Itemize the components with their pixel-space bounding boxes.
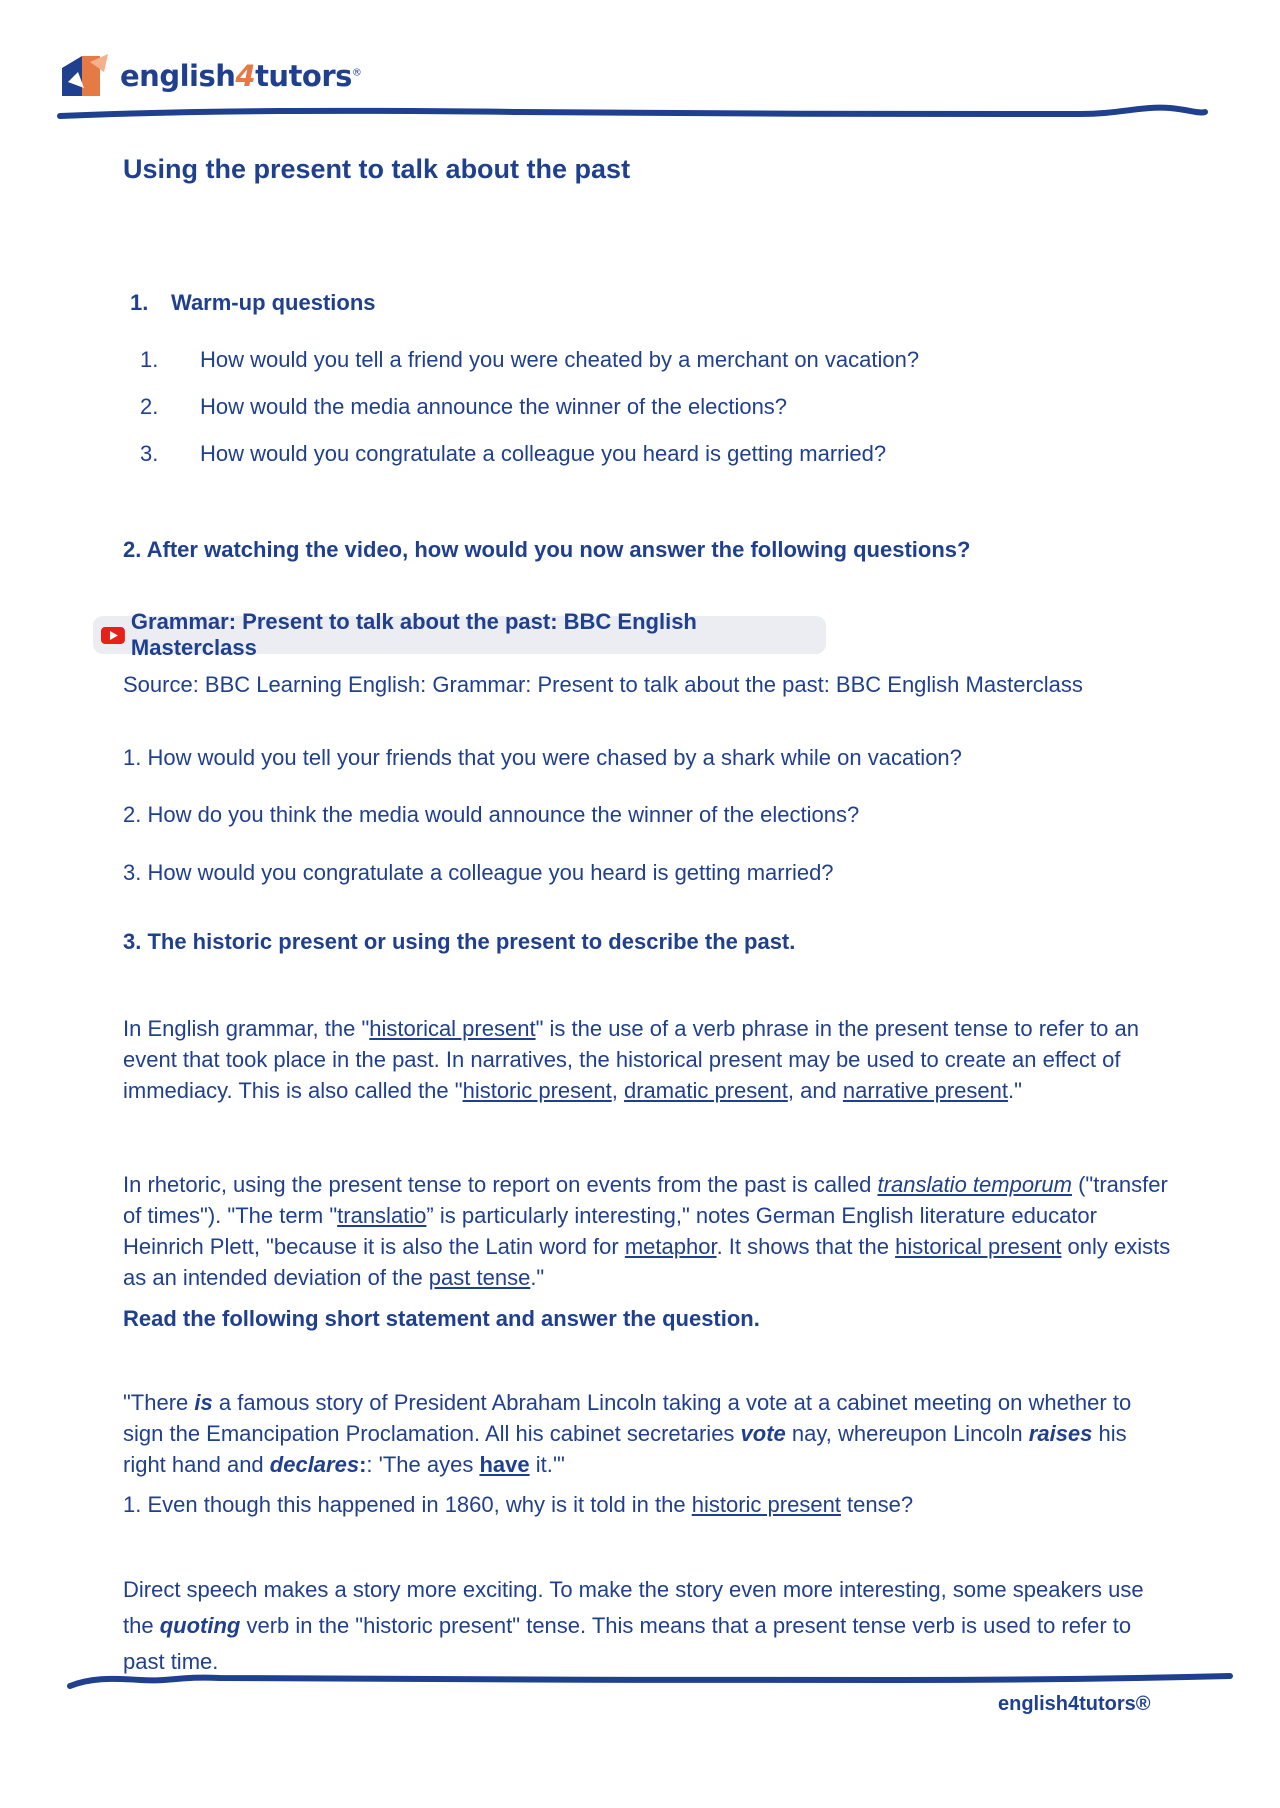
list-item: 3. How would you congratulate a colleague you heard is getting married? — [123, 860, 834, 885]
footer-brand: english4tutors® — [998, 1693, 1151, 1715]
read-heading: Read the following short statement and answer the question. — [123, 1306, 760, 1331]
list-item: 3. How would you congratulate a colleague you heard is getting married? — [140, 441, 887, 466]
link-past-tense[interactable]: past tense — [428, 1265, 531, 1290]
question-historic-present: 1. Even though this happened in 1860, why is it told in the historic present tense? — [123, 1492, 914, 1517]
list-item: 2. How do you think the media would announce the winner of the elections? — [123, 802, 860, 827]
video-title: Grammar: Present to talk about the past: BBC English Masterclass — [130, 609, 697, 660]
list-item: 2. How would the media announce the winner of the elections? — [140, 394, 788, 419]
lincoln-quote: "There is a famous story of President Abraham Lincoln taking a vote at a cabinet meeting on whether to sign the Emancipation Proclamation. All his cabinet secretaries vote nay, whereupon Lincoln raises his right hand and declares:: 'The ayes have it.'" — [123, 1390, 1132, 1477]
brand-logo[interactable] — [60, 52, 361, 100]
brand-wordmark: english4tutors® — [120, 59, 362, 93]
list-item: 1. How would you tell your friends that you were chased by a shark while on vacation? — [123, 745, 962, 770]
video-source: Source: BBC Learning English: Grammar: Present to talk about the past: BBC English Masterclass — [123, 672, 1083, 697]
paragraph-historical-present: In English grammar, the "historical present" is the use of a verb phrase in the present tense to refer to an event that took place in the past. In narratives, the historical present may be used to create an effect of immediacy. This is also called the "historic present, dramatic present, and narrative present." — [123, 1016, 1139, 1103]
link-historic-present[interactable]: historic present — [462, 1078, 612, 1103]
english4tutors-logo-icon — [60, 52, 112, 100]
paragraph-rhetoric: In rhetoric, using the present tense to report on events from the past is called translatio temporum ("transfer of times"). "The term "translatio” is particularly interesting," notes German English literature educator Heinrich Plett, "because it is also the Latin word for metaphor. It shows that the historical present only exists as an intended deviation of the past tense." — [123, 1172, 1171, 1290]
link-historic-present-2[interactable]: historic present — [691, 1492, 841, 1517]
youtube-play-icon — [101, 627, 125, 644]
section-2-heading: 2. After watching the video, how would you now answer the following questions? — [123, 537, 971, 562]
section-3-heading: 3. The historic present or using the present to describe the past. — [123, 929, 796, 954]
video-link[interactable] — [93, 609, 826, 660]
link-historical-present-2[interactable]: historical present — [895, 1234, 1062, 1259]
section-1-heading: 1. Warm-up questions — [130, 290, 376, 315]
answer-paragraph: Direct speech makes a story more exciting. To make the story even more interesting, some speakers use the quoting verb in the "historic present" tense. This means that a present tense verb is used to refer to past time. — [123, 1577, 1144, 1674]
link-translatio-temporum[interactable]: translatio temporum — [877, 1172, 1072, 1197]
link-metaphor[interactable]: metaphor — [624, 1234, 717, 1259]
link-translatio[interactable]: translatio — [337, 1203, 427, 1228]
link-dramatic-present[interactable]: dramatic present — [624, 1078, 788, 1103]
link-historical-present[interactable]: historical present — [369, 1016, 536, 1041]
header-divider — [0, 100, 1280, 130]
page-title: Using the present to talk about the past — [123, 154, 631, 184]
list-item: 1. How would you tell a friend you were cheated by a merchant on vacation? — [140, 347, 920, 372]
link-narrative-present[interactable]: narrative present — [842, 1078, 1008, 1103]
